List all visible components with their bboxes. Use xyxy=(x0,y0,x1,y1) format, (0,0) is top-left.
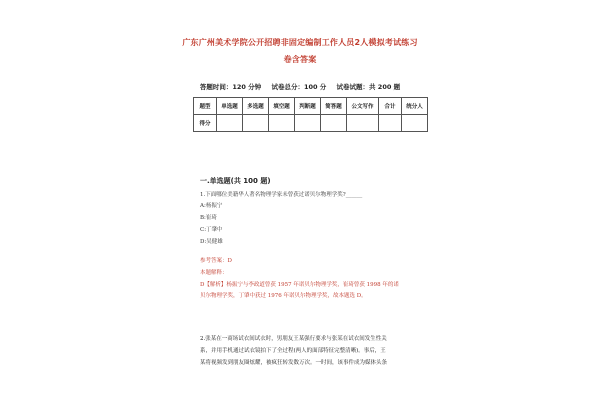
question-1-option-b: B:崔琦 xyxy=(200,215,217,221)
score-table-score-row xyxy=(194,115,428,132)
question-1-option-c: C:丁肇中 xyxy=(200,227,223,233)
score-empty-cell xyxy=(295,115,321,132)
score-empty-cell xyxy=(243,115,269,132)
score-empty-cell xyxy=(402,115,428,132)
question-2-line3: 某将视频发到朋友圈炫耀，被疯狂转发数万次。一时间，该事件成为媒体头条 xyxy=(200,360,388,366)
score-cell: 判断题 xyxy=(295,98,321,115)
question-1-analysis-line1: D【解析】杨振宁与李政道曾获 1957 年诺贝尔物理学奖，崔琦曾获 1998 年的诺 xyxy=(200,282,399,288)
score-empty-cell xyxy=(379,115,402,132)
question-1-option-a: A:杨振宁 xyxy=(200,203,223,209)
score-empty-cell xyxy=(321,115,347,132)
score-table xyxy=(193,97,428,132)
question-1-answer: 参考答案：D xyxy=(200,258,232,264)
score-cell: 单选题 xyxy=(217,98,243,115)
score-table-header-row xyxy=(194,98,428,115)
question-1-analysis-label: 本题解释： xyxy=(200,270,228,276)
exam-time: 答题时间：120 分钟 xyxy=(199,83,262,91)
exam-total-score: 试卷总分：100 分 xyxy=(271,83,327,91)
score-empty-cell xyxy=(347,115,379,132)
question-1-option-d: D:吴健雄 xyxy=(200,239,223,245)
exam-question-count: 试卷试题：共 200 题 xyxy=(336,83,401,91)
question-1-stem: 1.下面哪位美籍华人著名物理学家未曾获过诺贝尔物理学奖?______ xyxy=(200,192,363,198)
document-title-line1: 广东广州美术学院公开招聘非固定编制工作人员2人模拟考试练习 xyxy=(182,38,418,47)
section-heading: 一.单选题(共 100 题) xyxy=(200,177,271,185)
question-2-line1: 2.张某在一商场试衣间试衣时，男朋友王某强行要求与张某在试衣间发生性关 xyxy=(200,336,387,342)
score-cell: 多选题 xyxy=(243,98,269,115)
document-title-line2: 卷含答案 xyxy=(283,55,317,64)
question-2-line2: 系，并用手机通过试衣镜拍下了全过程(两人的面部特征完整清晰)。事后，王 xyxy=(200,348,386,354)
score-empty-cell xyxy=(217,115,243,132)
score-cell: 填空题 xyxy=(269,98,295,115)
score-cell: 合计 xyxy=(379,98,402,115)
score-empty-cell xyxy=(269,115,295,132)
score-cell: 公文写作 xyxy=(347,98,379,115)
score-cell: 得分 xyxy=(194,115,217,132)
score-cell: 题型 xyxy=(194,98,217,115)
score-cell: 统分人 xyxy=(402,98,428,115)
exam-meta xyxy=(0,82,600,91)
score-cell: 简答题 xyxy=(321,98,347,115)
question-1-analysis-line2: 贝尔物理学奖，丁肇中获过 1976 年诺贝尔物理学奖，故本题选 D。 xyxy=(200,293,367,299)
